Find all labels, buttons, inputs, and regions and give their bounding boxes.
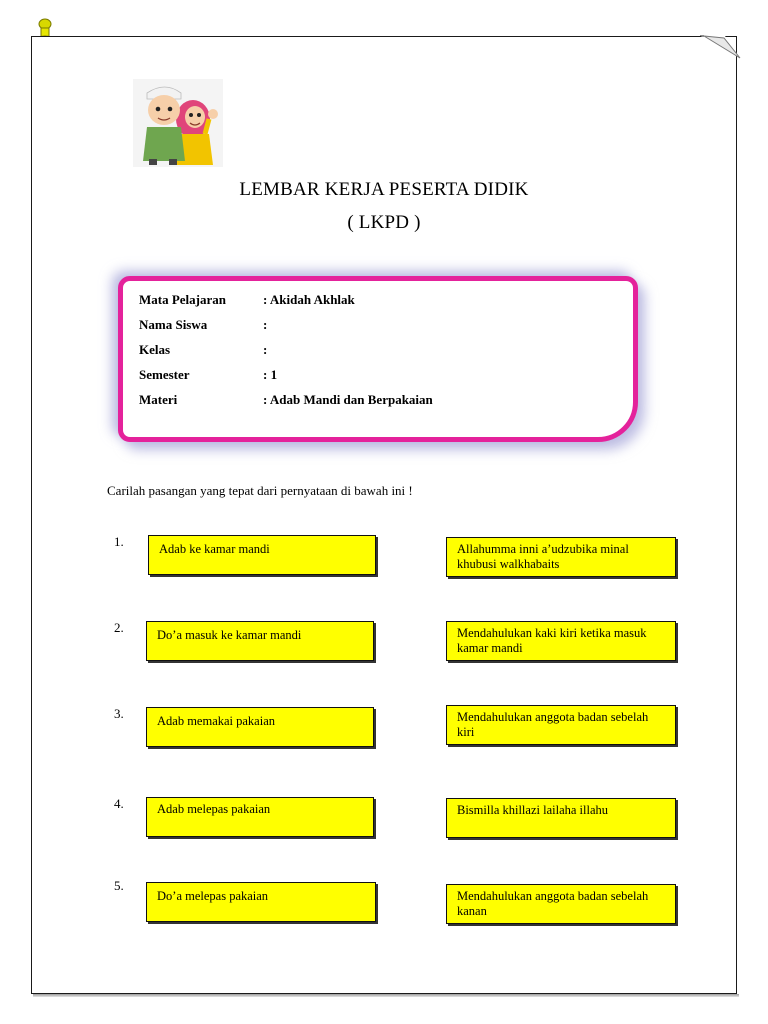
- info-label: Mata Pelajaran: [139, 292, 227, 307]
- item-number: 4.: [114, 796, 124, 811]
- match-right-box[interactable]: Allahumma inni a’udzubika minal khubusi walkhabaits: [446, 537, 676, 577]
- kids-cartoon-illustration: [133, 79, 223, 167]
- worksheet-subtitle: ( LKPD ): [347, 212, 421, 233]
- item-number: 3.: [114, 706, 124, 721]
- info-label: Nama Siswa: [139, 317, 208, 332]
- item-number: 2.: [114, 620, 124, 635]
- match-right-box[interactable]: Mendahulukan anggota badan sebelah kanan: [446, 884, 676, 924]
- info-value: :: [263, 342, 268, 357]
- info-value: : Adab Mandi dan Berpakaian: [263, 392, 433, 407]
- instruction-text: Carilah pasangan yang tepat dari pernyataan di bawah ini !: [107, 483, 413, 498]
- page-corner-fold: [700, 36, 740, 58]
- worksheet-title: LEMBAR KERJA PESERTA DIDIK: [239, 179, 529, 200]
- info-value: :: [263, 317, 268, 332]
- match-left-box[interactable]: Adab ke kamar mandi: [148, 535, 376, 575]
- info-label: Kelas: [139, 342, 171, 357]
- info-label: Materi: [139, 392, 178, 407]
- info-value: : 1: [263, 367, 278, 382]
- match-right-box[interactable]: Mendahulukan kaki kiri ketika masuk kamar mandi: [446, 621, 676, 661]
- match-left-box[interactable]: Adab melepas pakaian: [146, 797, 374, 837]
- info-label: Semester: [139, 367, 190, 382]
- item-number: 1.: [114, 534, 124, 549]
- match-left-box[interactable]: Do’a melepas pakaian: [146, 882, 376, 922]
- page-shadow: [33, 994, 739, 997]
- match-right-box[interactable]: Bismilla khillazi lailaha illahu: [446, 798, 676, 838]
- match-right-box[interactable]: Mendahulukan anggota badan sebelah kiri: [446, 705, 676, 745]
- match-left-box[interactable]: Do’a masuk ke kamar mandi: [146, 621, 374, 661]
- info-value: : Akidah Akhlak: [263, 292, 355, 307]
- match-left-box[interactable]: Adab memakai pakaian: [146, 707, 374, 747]
- item-number: 5.: [114, 878, 124, 893]
